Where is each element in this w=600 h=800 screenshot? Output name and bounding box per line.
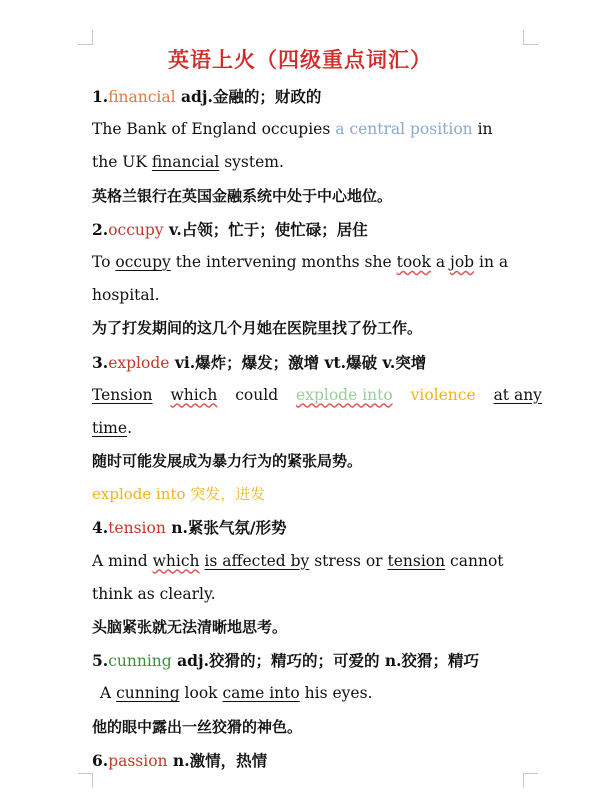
example-sentence-line [92,545,542,578]
entry-number: 5. [92,651,109,671]
underlined-phrase: came into [222,684,300,703]
underlined-word: time [92,418,128,437]
example-sentence-line [92,113,542,146]
underlined-word: occupy [115,252,171,271]
sentence-text: in a [474,252,509,271]
entry-number: 2. [92,219,109,239]
sentence-text: his eyes. [299,684,373,703]
highlight-phrase: a central position [335,120,473,139]
crop-mark-top-right [523,30,538,45]
example-sentence-line [92,677,542,710]
sentence-text: the intervening months she [170,252,397,271]
entry-number: 3. [92,352,109,372]
sentence-text: A [100,684,117,703]
definition: n.激情，热情 [167,750,268,770]
sentence-text: system. [219,153,284,172]
definition: vi.爆炸；爆发；激增 vt.爆破 v.突增 [169,352,427,372]
underlined-phrase: at any [493,385,542,404]
entry-cunning-heading [92,644,542,677]
entry-number: 6. [92,750,109,770]
headword-occupy: occupy [108,220,164,239]
wavy-word: which [152,551,200,570]
underlined-word: cunning [116,684,180,703]
example-sentence-line: think as clearly. [92,584,216,603]
headword-cunning: cunning [108,652,172,671]
underlined-word: Tension [92,385,153,404]
wavy-word: which [170,385,218,404]
wavy-word: job [450,252,475,271]
translation-line: 为了打发期间的这几个月她在医院里找了份工作。 [92,319,423,338]
definition: adj.金融的；财政的 [175,87,322,106]
phrase-note: explode into 突发，迸发 [92,485,266,504]
entry-passion-heading [92,744,542,777]
sentence-text: To [92,252,116,271]
crop-mark-bottom-left [78,773,93,788]
wavy-word: took [396,252,431,271]
entry-financial-heading [92,80,542,113]
translation-line: 他的眼中露出一丝狡猾的神色。 [92,717,303,736]
headword-tension: tension [108,519,166,538]
sentence-text: look [179,684,223,703]
example-sentence-line [92,379,542,412]
highlight-phrase: explode into [296,385,393,404]
sentence-text: stress or [309,551,388,570]
translation-line: 随时可能发展成为暴力行为的紧张局势。 [92,452,363,471]
translation-line: 英格兰银行在英国金融系统中处于中心地位。 [92,186,393,205]
crop-mark-top-left [78,30,93,45]
entry-explode-heading [92,346,542,379]
entry-number: 4. [92,518,109,538]
headword-explode: explode [108,353,170,372]
headword-financial: financial [108,88,176,106]
definition: n.紧张气氛/形势 [165,518,287,538]
sentence-text: The Bank of England occupies [92,120,336,139]
highlight-word: violence [410,385,476,404]
entry-number: 1. [92,87,109,106]
underlined-phrase: is affected by [204,551,310,570]
underlined-word: tension [387,551,446,570]
translation-line: 头脑紧张就无法清晰地思考。 [92,618,288,636]
definition: v.占领；忙于；使忙碌；居住 [163,219,368,239]
example-sentence-line [92,246,542,279]
sentence-text: a [430,252,451,271]
sentence-text: A mind [92,551,153,570]
sentence-text: the UK [92,153,152,172]
entry-tension-heading [92,511,542,544]
entry-occupy-heading [92,213,542,246]
underlined-word: financial [151,153,220,172]
example-sentence-line: hospital. [92,286,160,305]
definition: adj.狡猾的；精巧的；可爱的 n.狡猾；精巧 [171,651,480,671]
headword-passion: passion [108,751,168,770]
document-body [92,80,542,777]
sentence-text: could [235,385,279,404]
page-title: 英语上火（四级重点词汇） [168,47,432,72]
example-sentence-line [92,412,542,445]
sentence-text: in [472,120,493,139]
example-sentence-line [92,146,542,179]
sentence-text: . [127,418,132,437]
sentence-text: cannot [445,551,504,570]
